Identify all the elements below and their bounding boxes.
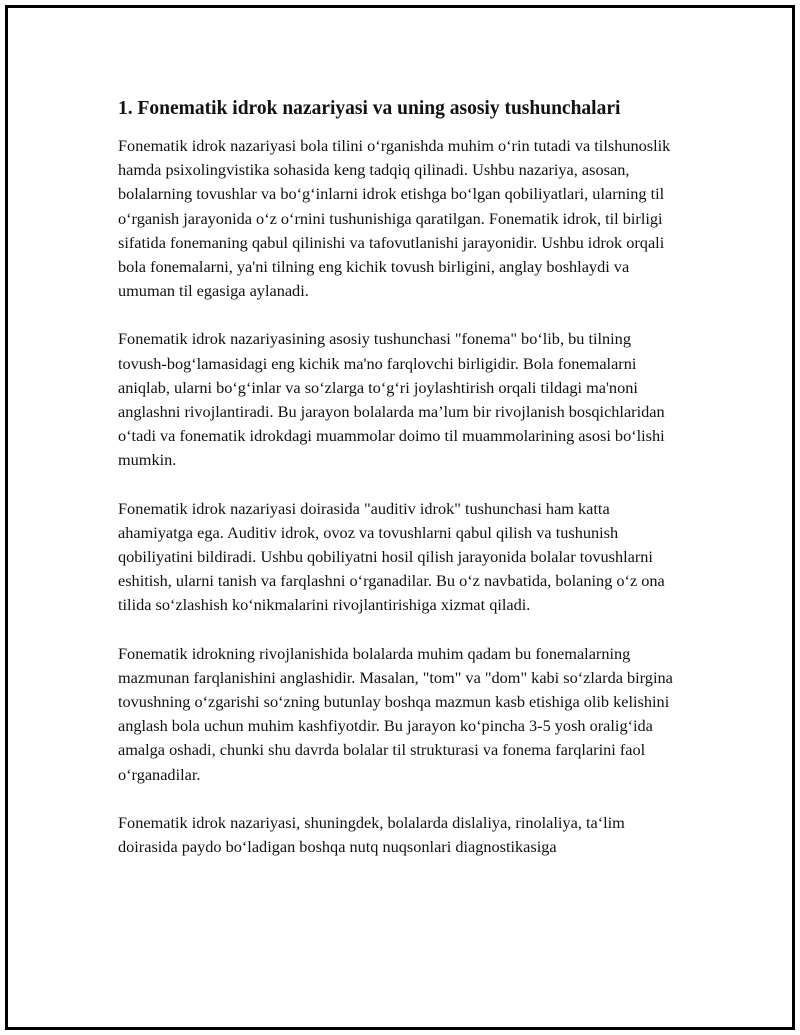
- paragraph: Fonematik idrok nazariyasining asosiy tushunchasi "fonema" bo‘lib, bu tilning tovush-bog‘lamasidagi eng kichik ma'no farqlovchi birligidir. Bola fonemalarni aniqlab, ularni bo‘g‘inlar va so‘zlarga to‘g‘ri joylashtirish orqali tildagi ma'noni anglashni rivojlantiradi. Bu jarayon bolalarda ma’lum bir rivojlanish bosqichlaridan o‘tadi va fonematik idrokdagi muammolar doimo til muammolarining asosi bo‘lishi mumkin.: [118, 329, 665, 470]
- paragraph: Fonematik idrok nazariyasi bola tilini o‘rganishda muhim o‘rin tutadi va tilshunoslik hamda psixolingvistika sohasida keng tadqiq qilinadi. Ushbu nazariya, asosan, bolalarning tovushlar va bo‘g‘inlarni idrok etishga bo‘lgan qobiliyatlari, ularning til o‘rganish jarayonida o‘z o‘rnini tushunishiga qaratilgan. Fonematik idrok, til birligi sifatida fonemaning qabul qilinishi va tafovutlanishi jarayonidir. Ushbu idrok orqali bola fonemalarni, ya'ni tilning eng kichik tovush birligini, anglay boshlaydi va umuman til egasiga aylanadi.: [118, 136, 671, 301]
- paragraph: Fonematik idrokning rivojlanishida bolalarda muhim qadam bu fonemalarning mazmunan farqlanishini anglashidir. Masalan, "tom" va "dom" kabi so‘zlarda birgina tovushning o‘zgarishi so‘zning butunlay boshqa mazmun kasb etishiga olib kelishini anglash bola uchun muhim kashfiyotdir. Bu jarayon ko‘pincha 3-5 yosh oralig‘ida amalga oshadi, chunki shu davrda bolalar til strukturasi va fonema farqlarini faol o‘rganadilar.: [118, 643, 673, 784]
- paragraph: Fonematik idrok nazariyasi, shuningdek, bolalarda dislaliya, rinolaliya, ta‘lim doirasida paydo bo‘ladigan boshqa nutq nuqsonlari diagnostikasiga: [118, 812, 625, 857]
- document-body: [118, 96, 678, 859]
- paragraph: Fonematik idrok nazariyasi doirasida "auditiv idrok" tushunchasi ham katta ahamiyatga ega. Auditiv idrok, ovoz va tovushlarni qabul qilish va tushunish qobiliyatini bildiradi. Ushbu qobiliyatni hosil qilish jarayonida bolalar tovushlarni eshitish, ularni tanish va farqlashni o‘rganadilar. Bu o‘z navbatida, bolaning o‘z ona tilida so‘zlashish ko‘nikmalarini rivojlantirishiga xizmat qiladi.: [118, 498, 665, 615]
- section-heading: 1. Fonematik idrok nazariyasi va uning asosiy tushunchalari: [118, 98, 621, 119]
- document-page: [5, 5, 795, 1030]
